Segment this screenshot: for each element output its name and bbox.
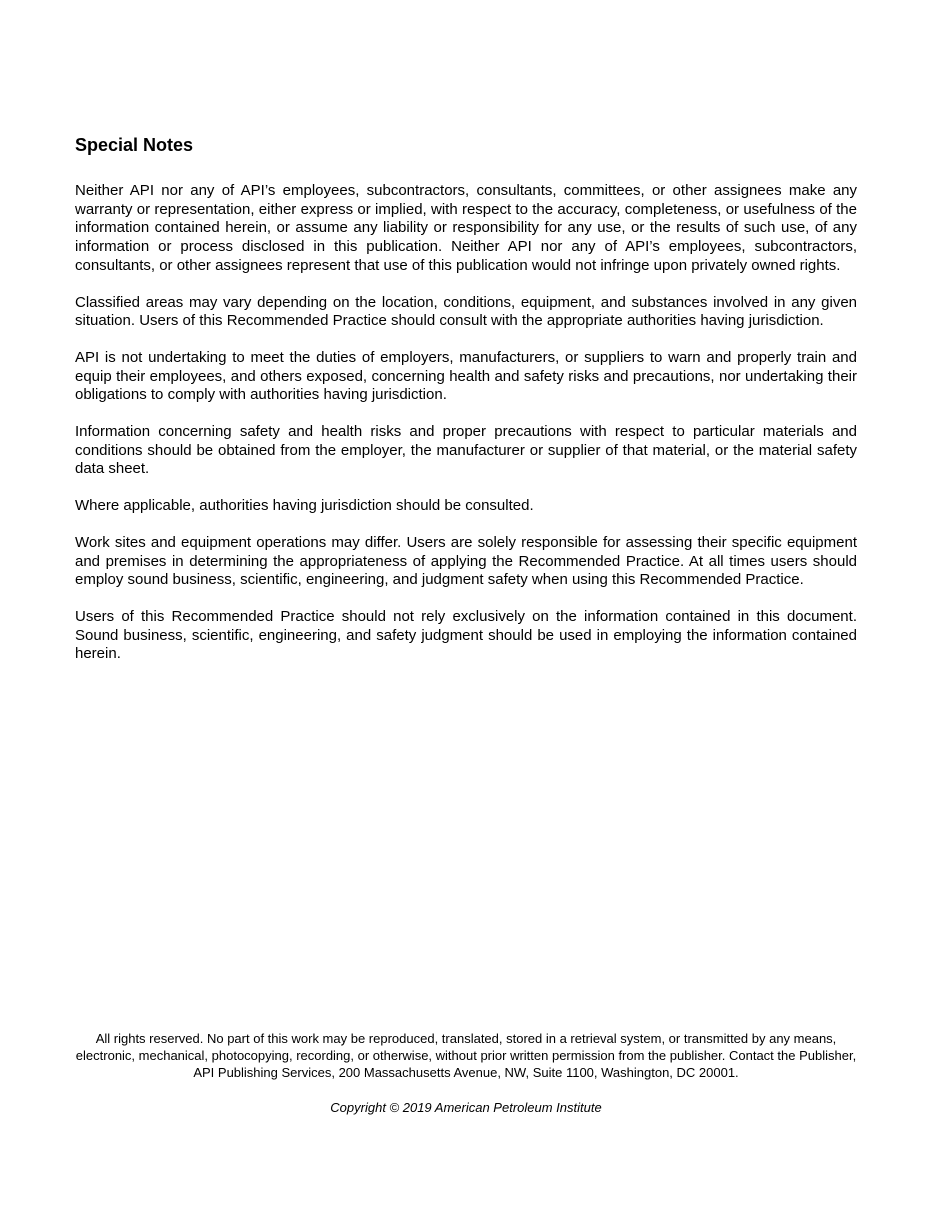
rights-notice: All rights reserved. No part of this work may be reproduced, translated, stored in a retrieval system, or transmitted by any means, electronic, mechanical, photocopying, recording, or otherwise, without prior written permission from the publisher. Contact the Publisher, API Publishing Services, 200 Massachusetts Avenue, NW, Suite 1100, Washington, DC 20001. [75,1031,857,1080]
paragraph-jurisdiction: Where applicable, authorities having jurisdiction should be consulted. [75,497,534,515]
paragraph-work-sites: Work sites and equipment operations may differ. Users are solely responsible for assessing their specific equipment and premises in determining the appropriateness of applying the Recommended Practice. At all times users should employ sound business, scientific, engineering, and judgment safety when using this Recommended Practice. [75,533,857,589]
page-title: Special Notes [75,135,194,155]
page-footer [75,1030,857,1116]
paragraph-safety-information: Information concerning safety and health risks and proper precautions with respect to particular materials and conditions should be obtained from the employer, the manufacturer or supplier of that material, or the material safety data sheet. [75,423,857,478]
paragraph-warranty-disclaimer: Neither API nor any of API’s employees, subcontractors, consultants, committees, or other assignees make any warranty or representation, either express or implied, with respect to the accuracy, completeness, or usefulness of the information contained herein, or assume any liability or responsibility for any use, or the results of such use, of any information or process disclosed in this publication. Neither API nor any of API’s employees, subcontractors, consultants, or other assignees represent that use of this publication would not infringe upon privately owned rights. [75,182,857,274]
paragraph-reliance: Users of this Recommended Practice should not rely exclusively on the information contained in this document. Sound business, scientific, engineering, and safety judgment should be used in employing the information contained herein. [75,607,857,663]
paragraph-classified-areas: Classified areas may vary depending on the location, conditions, equipment, and substances involved in any given situation. Users of this Recommended Practice should consult with the appropriate authorities having jurisdiction. [75,293,857,330]
special-notes-body [75,182,857,682]
paragraph-employer-duties: API is not undertaking to meet the duties of employers, manufacturers, or suppliers to warn and properly train and equip their employees, and others exposed, concerning health and safety risks and precautions, nor undertaking their obligations to comply with authorities having jurisdiction. [75,348,857,404]
copyright-notice: Copyright © 2019 American Petroleum Institute [330,1100,602,1115]
